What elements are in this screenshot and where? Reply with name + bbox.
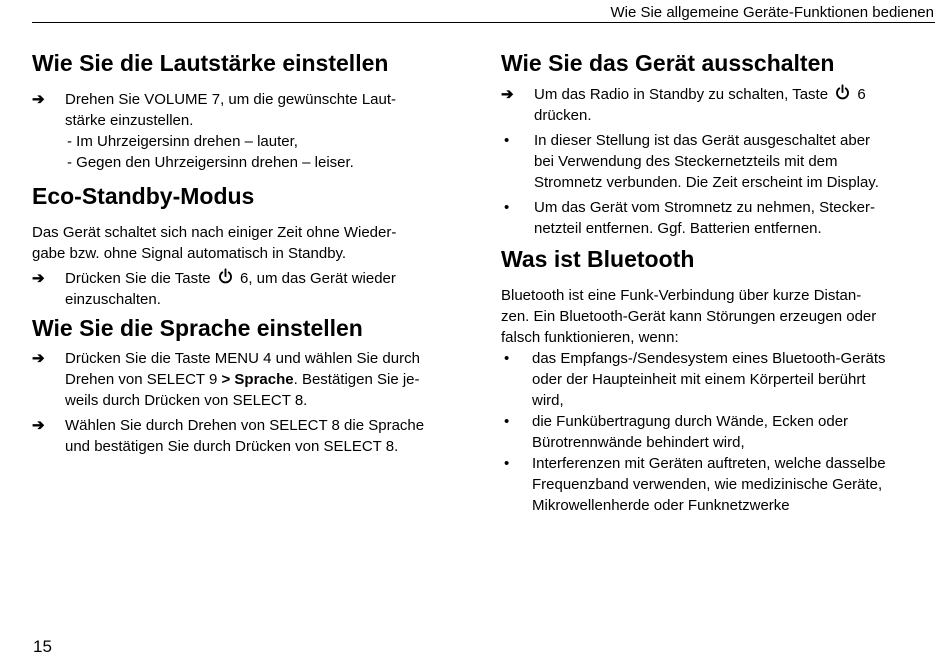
line: Das Gerät schaltet sich nach einiger Zeit ohne Wieder- xyxy=(32,224,397,241)
line: falsch funktionieren, wenn: xyxy=(501,329,679,346)
line: das Empfangs-/Sendesystem eines Bluetooth-Geräts xyxy=(532,350,886,367)
bullet-item xyxy=(501,130,941,193)
line: In dieser Stellung ist das Gerät ausgeschaltet aber xyxy=(534,132,871,149)
section-title-volume: Wie Sie die Lautstärke einstellen xyxy=(32,50,389,76)
line: Bürotrennwände behindert wird, xyxy=(532,434,745,451)
line: Frequenzband verwenden, wie medizinische Geräte, xyxy=(532,476,883,493)
bullet-item xyxy=(501,411,941,453)
arrow-icon: ➔ xyxy=(501,86,514,103)
page-number: 15 xyxy=(33,637,52,656)
line: Drehen von SELECT 9 > Sprache. Bestätigen Sie je- xyxy=(65,371,420,388)
running-header: Wie Sie allgemeine Geräte-Funktionen bedienen xyxy=(610,4,934,21)
line: Wählen Sie durch Drehen von SELECT 8 die Sprache xyxy=(65,417,425,434)
instruction-volume xyxy=(32,89,472,173)
line: Um das Gerät vom Stromnetz zu nehmen, Stecker- xyxy=(534,199,875,216)
section-title-bluetooth: Was ist Bluetooth xyxy=(501,246,695,272)
arrow-icon: ➔ xyxy=(32,91,45,108)
bullet-icon: • xyxy=(504,350,510,367)
line: Mikrowellenherde oder Funknetzwerke xyxy=(532,497,790,514)
line: und bestätigen Sie durch Drücken von SELECT 8. xyxy=(65,438,399,455)
line: stärke einzustellen. xyxy=(65,112,194,129)
arrow-icon: ➔ xyxy=(32,350,45,367)
line: netzteil entfernen. Ggf. Batterien entfernen. xyxy=(534,220,822,237)
power-icon xyxy=(217,268,234,285)
bullet-item xyxy=(501,348,941,411)
line: die Funkübertragung durch Wände, Ecken oder xyxy=(532,413,849,430)
right-column xyxy=(501,48,941,516)
arrow-icon: ➔ xyxy=(32,270,45,287)
line: Drücken Sie die Taste MENU 4 und wählen Sie durch xyxy=(65,350,420,367)
bullet-icon: • xyxy=(504,413,510,430)
line: weils durch Drücken von SELECT 8. xyxy=(65,392,308,409)
line: gabe bzw. ohne Signal automatisch in Standby. xyxy=(32,245,347,262)
line: Stromnetz verbunden. Die Zeit erscheint im Display. xyxy=(534,174,879,191)
instruction-language-select xyxy=(32,415,472,457)
instruction-standby xyxy=(501,84,941,126)
section-title-language: Wie Sie die Sprache einstellen xyxy=(32,315,363,341)
line: wird, xyxy=(532,392,564,409)
paragraph-eco-standby xyxy=(32,222,472,264)
instruction-language-menu xyxy=(32,348,472,411)
left-column xyxy=(32,48,472,457)
sub-item-clockwise: - Im Uhrzeigersinn drehen – lauter, xyxy=(67,133,298,150)
bullet-icon: • xyxy=(504,132,510,149)
line: bei Verwendung des Steckernetzteils mit dem xyxy=(534,153,838,170)
power-icon xyxy=(834,84,851,101)
line: oder der Haupteinheit mit einem Körperteil berührt xyxy=(532,371,866,388)
line: einzuschalten. xyxy=(65,291,161,308)
paragraph-bluetooth xyxy=(501,285,941,348)
line: Interferenzen mit Geräten auftreten, welche dasselbe xyxy=(532,455,886,472)
bullet-icon: • xyxy=(504,455,510,472)
header-rule xyxy=(32,22,935,23)
section-title-switch-off: Wie Sie das Gerät ausschalten xyxy=(501,50,835,76)
bullet-item xyxy=(501,197,941,239)
arrow-icon: ➔ xyxy=(32,417,45,434)
line: Drücken Sie die Taste 6, um das Gerät wieder xyxy=(65,270,396,287)
line: Bluetooth ist eine Funk-Verbindung über kurze Distan- xyxy=(501,287,862,304)
section-title-eco-standby: Eco-Standby-Modus xyxy=(32,183,255,209)
bullet-item xyxy=(501,453,941,516)
line: zen. Ein Bluetooth-Gerät kann Störungen erzeugen oder xyxy=(501,308,877,325)
line: Um das Radio in Standby zu schalten, Taste 6 xyxy=(534,86,866,103)
sub-item-counterclockwise: - Gegen den Uhrzeigersinn drehen – leiser. xyxy=(67,154,354,171)
line: Drehen Sie VOLUME 7, um die gewünschte Laut- xyxy=(65,91,397,108)
instruction-wake xyxy=(32,268,472,310)
line: drücken. xyxy=(534,107,592,124)
bullet-icon: • xyxy=(504,199,510,216)
